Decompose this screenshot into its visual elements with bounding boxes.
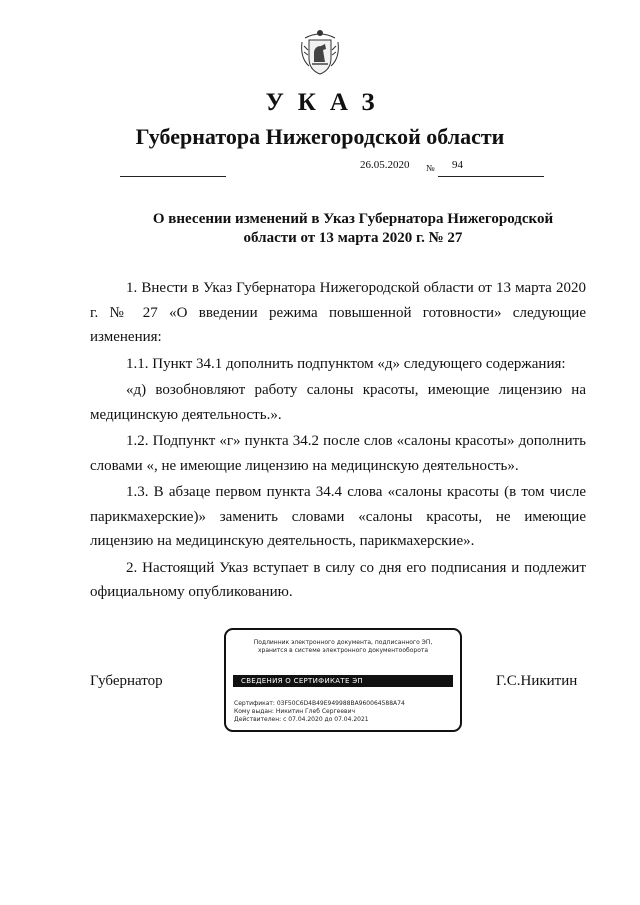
paragraph-1-1-d: «д) возобновляют работу салоны красоты, имеющие лицензию на медицинскую деятельность.». [90, 382, 586, 423]
decree-body [90, 276, 586, 607]
paragraph-2: 2. Настоящий Указ вступает в силу со дня его подписания и подлежит официальному опубликованию. [90, 559, 586, 600]
issuer-title: Губернатора Нижегородской области [135, 124, 505, 149]
signature-date-line [120, 176, 226, 177]
stamp-note-line-2: хранится в системе электронного документооборота [257, 647, 429, 654]
heading-line-1: О внесении изменений в Указ Губернатора Нижегородской [152, 211, 554, 227]
signatory-position: Губернатор [90, 673, 163, 689]
certificate-owner: Кому выдан: Никитин Глеб Сергеевич [234, 708, 356, 715]
decree-date: 26.05.2020 [360, 159, 410, 171]
certificate-info-bar: СВЕДЕНИЯ О СЕРТИФИКАТЕ ЭП [233, 675, 453, 687]
decree-number: 94 [452, 159, 463, 171]
heading-line-2: области от 13 марта 2020 г. № 27 [243, 230, 463, 246]
number-line [438, 176, 544, 177]
document-type-title: УКАЗ [265, 89, 389, 116]
stamp-note [226, 639, 460, 655]
paragraph-1-2: 1.2. Подпункт «г» пункта 34.2 после слов «салоны красоты» дополнить словами «, не имеющие лицензию на медицинскую деятельность». [90, 433, 586, 474]
paragraph-1-3: 1.3. В абзаце первом пункта 34.4 слова «салоны красоты (в том числе парикмахерские)» заменить словами «салоны красоты, не имеющие лицензию на медицинскую деятельность, парикмахерские». [90, 484, 586, 549]
stamp-note-line-1: Подлинник электронного документа, подписанного ЭП, [253, 639, 433, 646]
electronic-signature-stamp [224, 628, 462, 732]
signatory-name: Г.С.Никитин [496, 673, 578, 689]
number-label: № [426, 163, 435, 173]
certificate-details [234, 700, 405, 724]
paragraph-1-1: 1.1. Пункт 34.1 дополнить подпунктом «д» следующего содержания: [126, 355, 566, 372]
decree-heading [120, 210, 586, 248]
certificate-validity: Действителен: с 07.04.2020 до 07.04.2021 [234, 716, 369, 723]
certificate-serial: Сертификат: 03F50C6D4B49E949988BA960064588A74 [234, 700, 405, 707]
paragraph-1: 1. Внести в Указ Губернатора Нижегородской области от 13 марта 2020 г. № 27 «О введении режима повышенной готовности» следующие изменения: [90, 280, 586, 345]
coat-of-arms-icon [299, 28, 341, 76]
